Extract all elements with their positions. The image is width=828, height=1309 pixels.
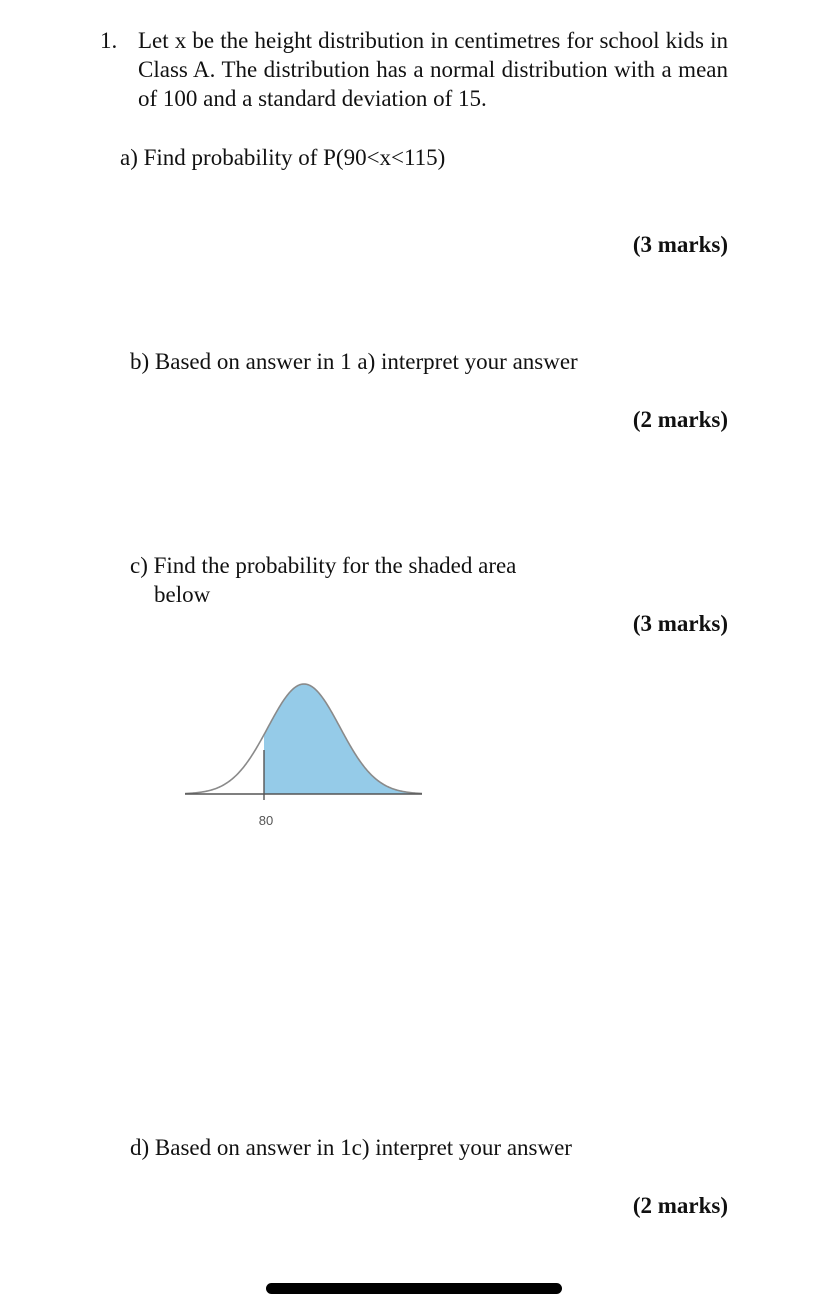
question-intro-text: Let x be the height distribution in centimetres for school kids in Class A. The distribution has a normal distribution with a mean of 100 and a standard deviation of 15. — [138, 28, 728, 111]
part-b-marks: (2 marks) — [632, 407, 728, 432]
part-a-text: a) Find probability of P(90<x<115) — [120, 145, 446, 170]
normal-curve-svg — [180, 670, 430, 840]
part-c-text — [130, 551, 570, 609]
part-c-line-2: below — [154, 582, 211, 607]
part-d-marks: (2 marks) — [632, 1193, 728, 1218]
part-a-marks: (3 marks) — [632, 232, 728, 257]
part-c-line-1: c) Find the probability for the shaded area — [130, 553, 517, 578]
part-c-marks: (3 marks) — [632, 611, 728, 636]
part-d-text: d) Based on answer in 1c) interpret your answer — [130, 1135, 572, 1160]
part-b-text: b) Based on answer in 1 a) interpret your answer — [130, 349, 578, 374]
question-1 — [100, 26, 728, 113]
question-number: 1. — [100, 28, 118, 53]
shaded-area — [264, 684, 422, 794]
normal-curve-figure — [180, 670, 430, 840]
home-indicator[interactable] — [266, 1283, 562, 1294]
tick-label-80: 80 — [258, 813, 274, 828]
